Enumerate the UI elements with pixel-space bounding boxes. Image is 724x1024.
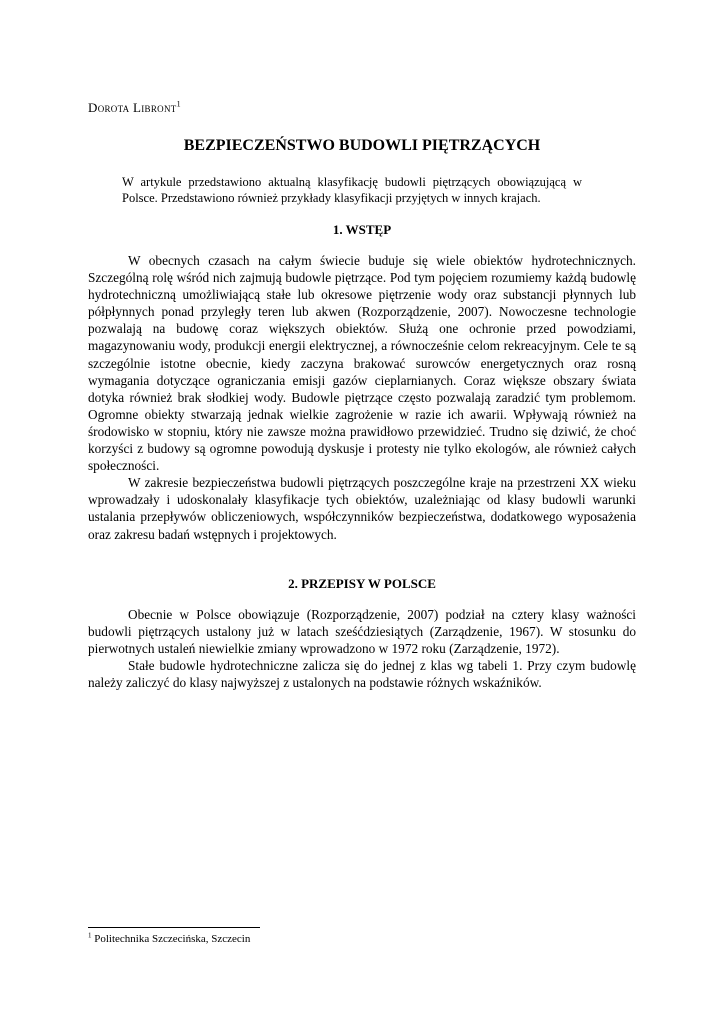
section-body-regulations [88,606,636,691]
paper-title: BEZPIECZEŃSTWO BUDOWLI PIĘTRZĄCYCH [183,137,541,154]
section-body-intro [88,252,636,543]
footnote-text: Politechnika Szczecińska, Szczecin [94,933,251,945]
author-footnote-mark: 1 [176,99,181,109]
paragraph: W zakresie bezpieczeństwa budowli piętrzących poszczególne kraje na przestrzeni XX wieku wprowadzały i udoskonalały klasyfikacje tych obiektów, uzależniając od klasy budowli warunki ustalania przepływów obliczeniowych, współczynników bezpieczeństwa, dodatkowego wyposażenia oraz zakresu badań wstępnych i projektowych. [88,475,636,542]
paragraph: Obecnie w Polsce obowiązuje (Rozporządzenie, 2007) podział na cztery klasy ważności budowli piętrzących ustalony już w latach sześćdziesiątych (Zarządzenie, 1967). W stosunku do pierwotnych ustaleń niewielkie zmiany wprowadzono w 1972 roku (Zarządzenie, 1972). [88,607,636,657]
paragraph: W obecnych czasach na całym świecie buduje się wiele obiektów hydrotechnicznych. Szczególną rolę wśród nich zajmują budowle piętrzące. Pod tym pojęciem rozumiemy każdą budowlę hydrotechniczną umożliwiającą stałe lub okresowe piętrzenie wody oraz substancji płynnych lub półpłynnych ponad przyległy teren lub akwen (Rozporządzenie, 2007). Nowoczesne technologie pozwalają na budowę coraz większych obiektów. Służą one ochronie przed powodziami, magazynowaniu wody, produkcji energii elektrycznej, a równocześnie celom rekreacyjnym. Cele te są szczególnie istotne obecnie, kiedy zaczyna brakować surowców energetycznych oraz rosną wymagania dotyczące ograniczania emisji gazów cieplarnianych. Coraz większe obszary świata dotyka również brak słodkiej wody. Budowle piętrzące często pozwalają zaradzić tym problemom. Ogromne obiekty stwarzają jednak wielkie zagrożenie w razie ich awarii. Wpływają również na środowisko w stopniu, który nie zawsze można prawidłowo przewidzieć. Trudno się dziwić, że choć korzyści z budowy są ogromne powodują dyskusje i protesty nie tylko ekologów, ale również całych społeczności. [88,253,636,474]
footnote-mark: 1 [88,931,92,940]
footnote [88,933,250,945]
footnote-divider [88,927,260,928]
author-name: Dorota Libront [88,100,177,115]
section-heading-regulations: 2. PRZEPISY W POLSCE [288,576,436,591]
section-heading-intro: 1. WSTĘP [332,222,392,237]
paragraph: Stałe budowle hydrotechniczne zalicza się do jednej z klas wg tabeli 1. Przy czym budowlę należy zaliczyć do klasy najwyższej z ustalonych na podstawie różnych wskaźników. [88,658,636,691]
author-line [88,100,181,116]
abstract: W artykule przedstawiono aktualną klasyfikację budowli piętrzących obowiązującą w Polsce. Przedstawiono również przykłady klasyfikacji przyjętych w innych krajach. [122,175,582,205]
